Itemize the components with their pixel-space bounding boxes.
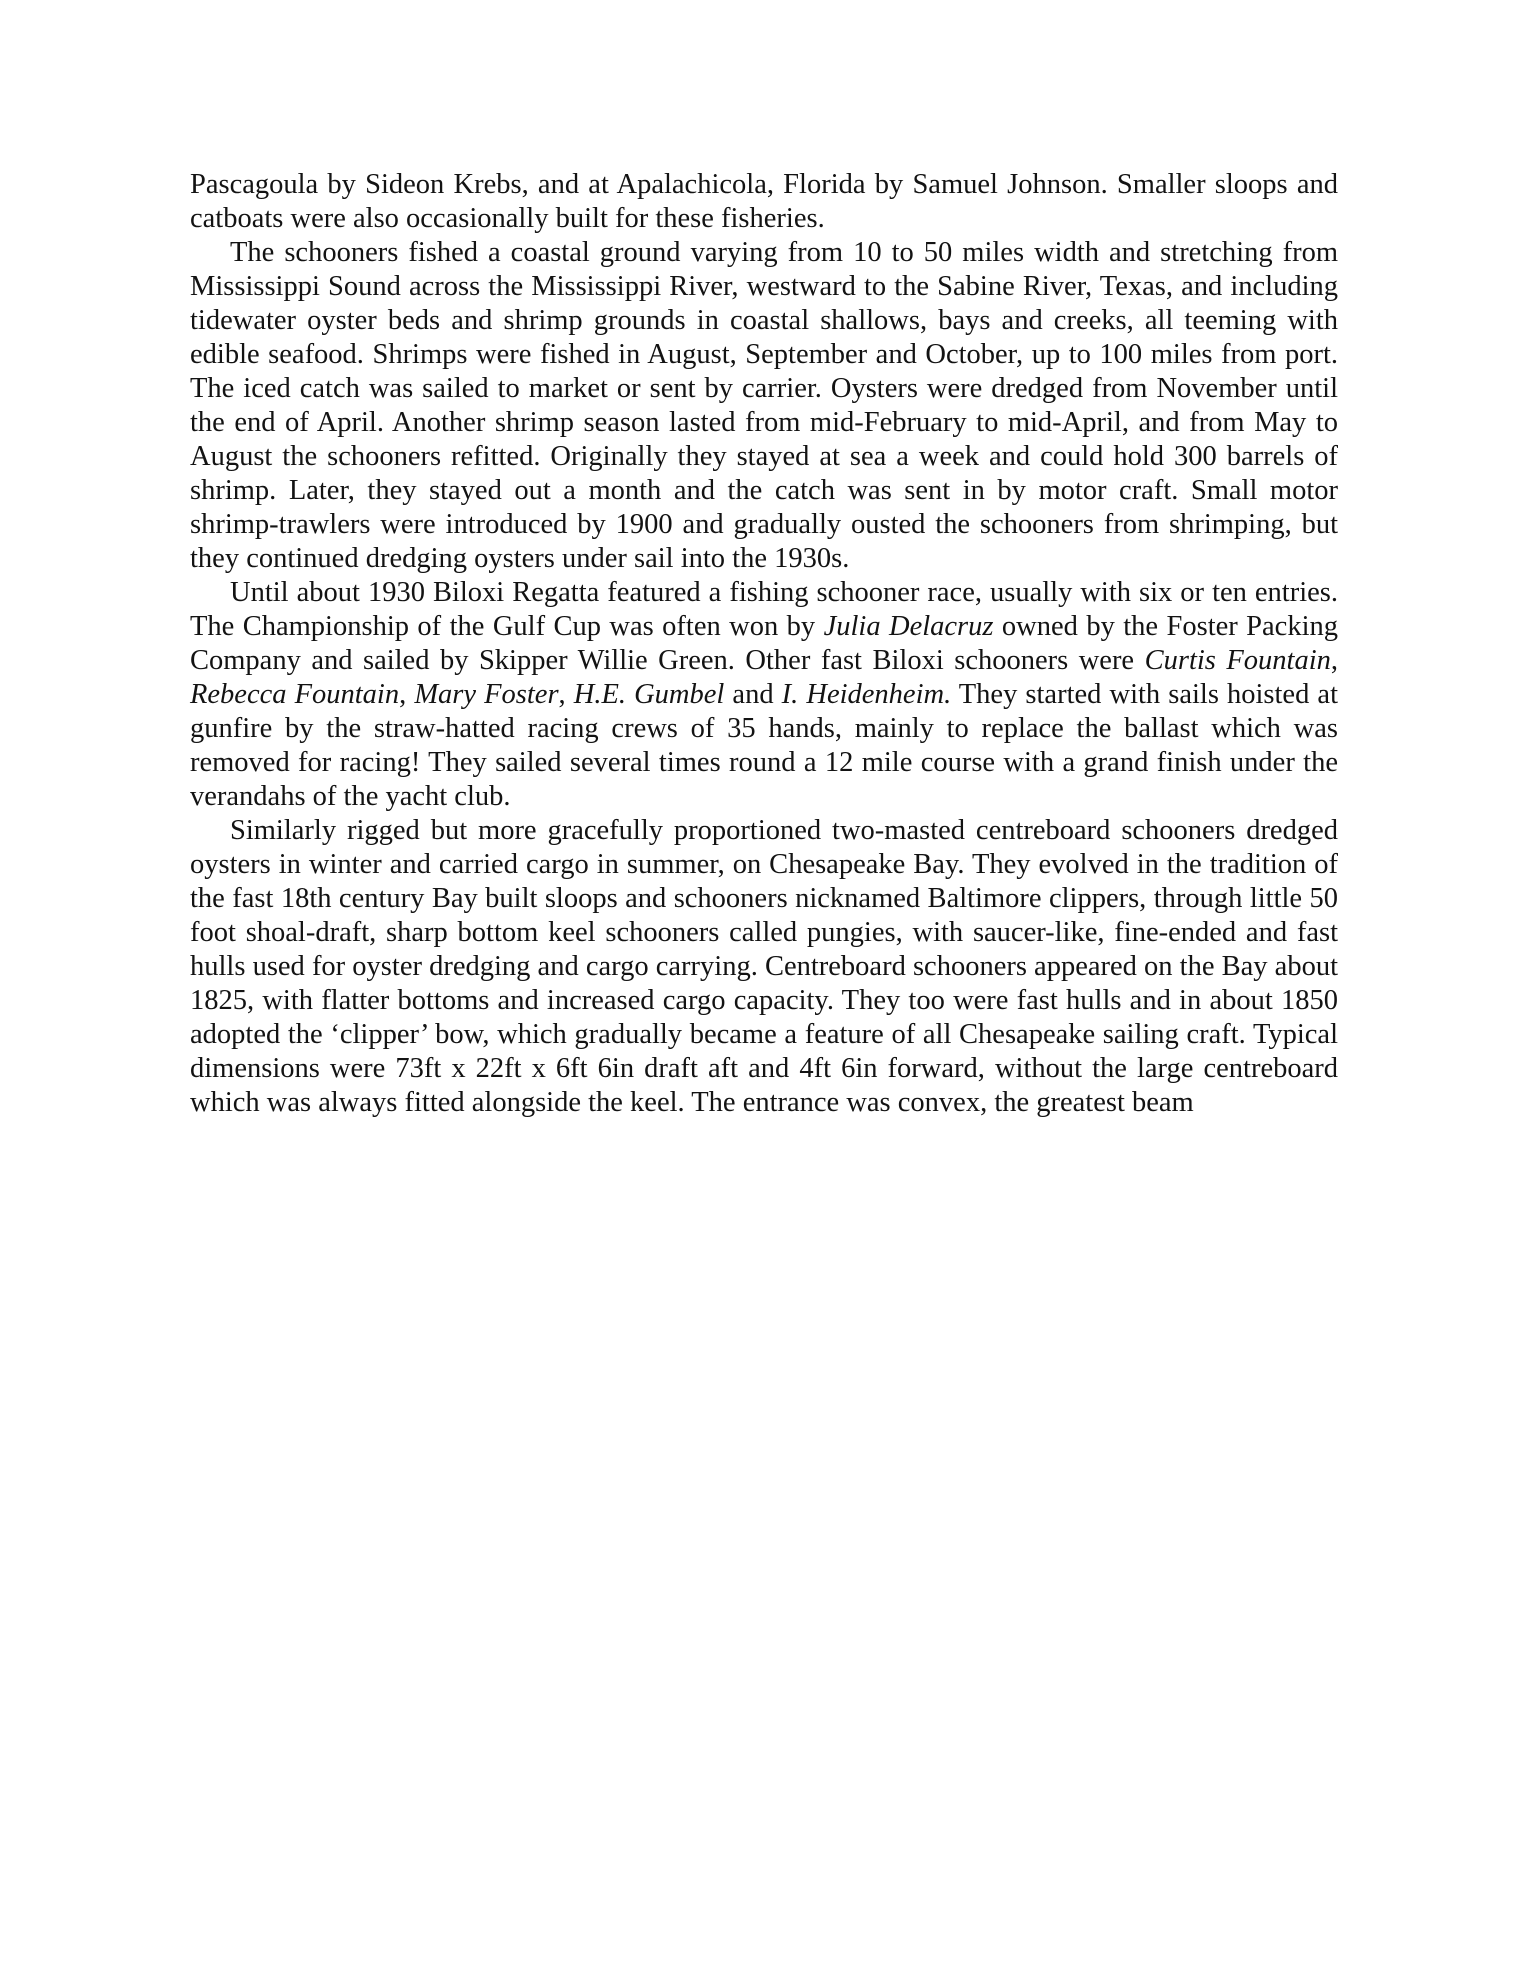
paragraph xyxy=(190,168,1338,236)
text-run: Until about 1930 Biloxi Regatta featured a fishing schooner race, usually with six or ten entries. The Championship of the Gulf Cup was often won by xyxy=(190,577,1338,642)
paragraph xyxy=(190,814,1338,1120)
text-run: owned by the Foster Packing Company and sailed by Skipper Willie Green. Other fast Biloxi schooners were xyxy=(190,611,1338,676)
italic-text-run: Rebecca Fountain xyxy=(190,679,400,710)
italic-text-run: H.E. Gumbel xyxy=(573,679,725,710)
text-block xyxy=(190,168,1338,1120)
text-run: The schooners fished a coastal ground varying from 10 to 50 miles width and stretching from Mississippi Sound across the Mississippi River, westward to the Sabine River, Texas, and including tidewater oyster beds and shrimp grounds in coastal shallows, bays and creeks, all teeming with edible seafood. Shrimps were fished in August, September and October, up to 100 miles from port. The iced catch was sailed to market or sent by carrier. Oysters were dredged from November until the end of April. Another shrimp season lasted from mid-February to mid-April, and from May to August the schooners refitted. Originally they stayed at sea a week and could hold 300 barrels of shrimp. Later, they stayed out a month and the catch was sent in by motor craft. Small motor shrimp-trawlers were introduced by 1900 and gradually ousted the schooners from shrimping, but they continued dredging oysters under sail into the 1930s. xyxy=(190,237,1338,574)
paragraph xyxy=(190,576,1338,814)
italic-text-run: Mary Foster xyxy=(414,679,559,710)
italic-text-run: Julia Delacruz xyxy=(823,611,994,642)
paragraph xyxy=(190,236,1338,576)
text-run: They started with sails hoisted at gunfire by the straw-hatted racing crews of 35 hands, mainly to replace the ballast which was removed for racing! They sailed several times round a 12 mile course with a grand finish under the verandahs of the yacht club. xyxy=(190,679,1338,812)
text-run: Pascagoula by Sideon Krebs, and at Apalachicola, Florida by Samuel Johnson. Smaller sloops and catboats were also occasionally built for these fisheries. xyxy=(190,169,1338,234)
text-run: , xyxy=(1330,645,1338,676)
text-run: and xyxy=(724,679,782,710)
text-run: , xyxy=(399,679,415,710)
text-run: , xyxy=(558,679,574,710)
italic-text-run: Curtis Fountain xyxy=(1144,645,1331,676)
text-run: Similarly rigged but more gracefully proportioned two-masted centreboard schooners dredged oysters in winter and carried cargo in summer, on Chesapeake Bay. They evolved in the tradition of the fast 18th century Bay built sloops and schooners nicknamed Baltimore clippers, through little 50 foot shoal-draft, sharp bottom keel schooners called pungies, with saucer-like, fine-ended and fast hulls used for oyster dredging and cargo carrying. Centreboard schooners appeared on the Bay about 1825, with flatter bottoms and increased cargo capacity. They too were fast hulls and in about 1850 adopted the ‘clipper’ bow, which gradually became a feature of all Chesapeake sailing craft. Typical dimensions were 73ft x 22ft x 6ft 6in draft aft and 4ft 6in forward, without the large centreboard which was always fitted alongside the keel. The entrance was convex, the greatest beam xyxy=(190,815,1338,1118)
italic-text-run: I. Heidenheim. xyxy=(781,679,952,710)
